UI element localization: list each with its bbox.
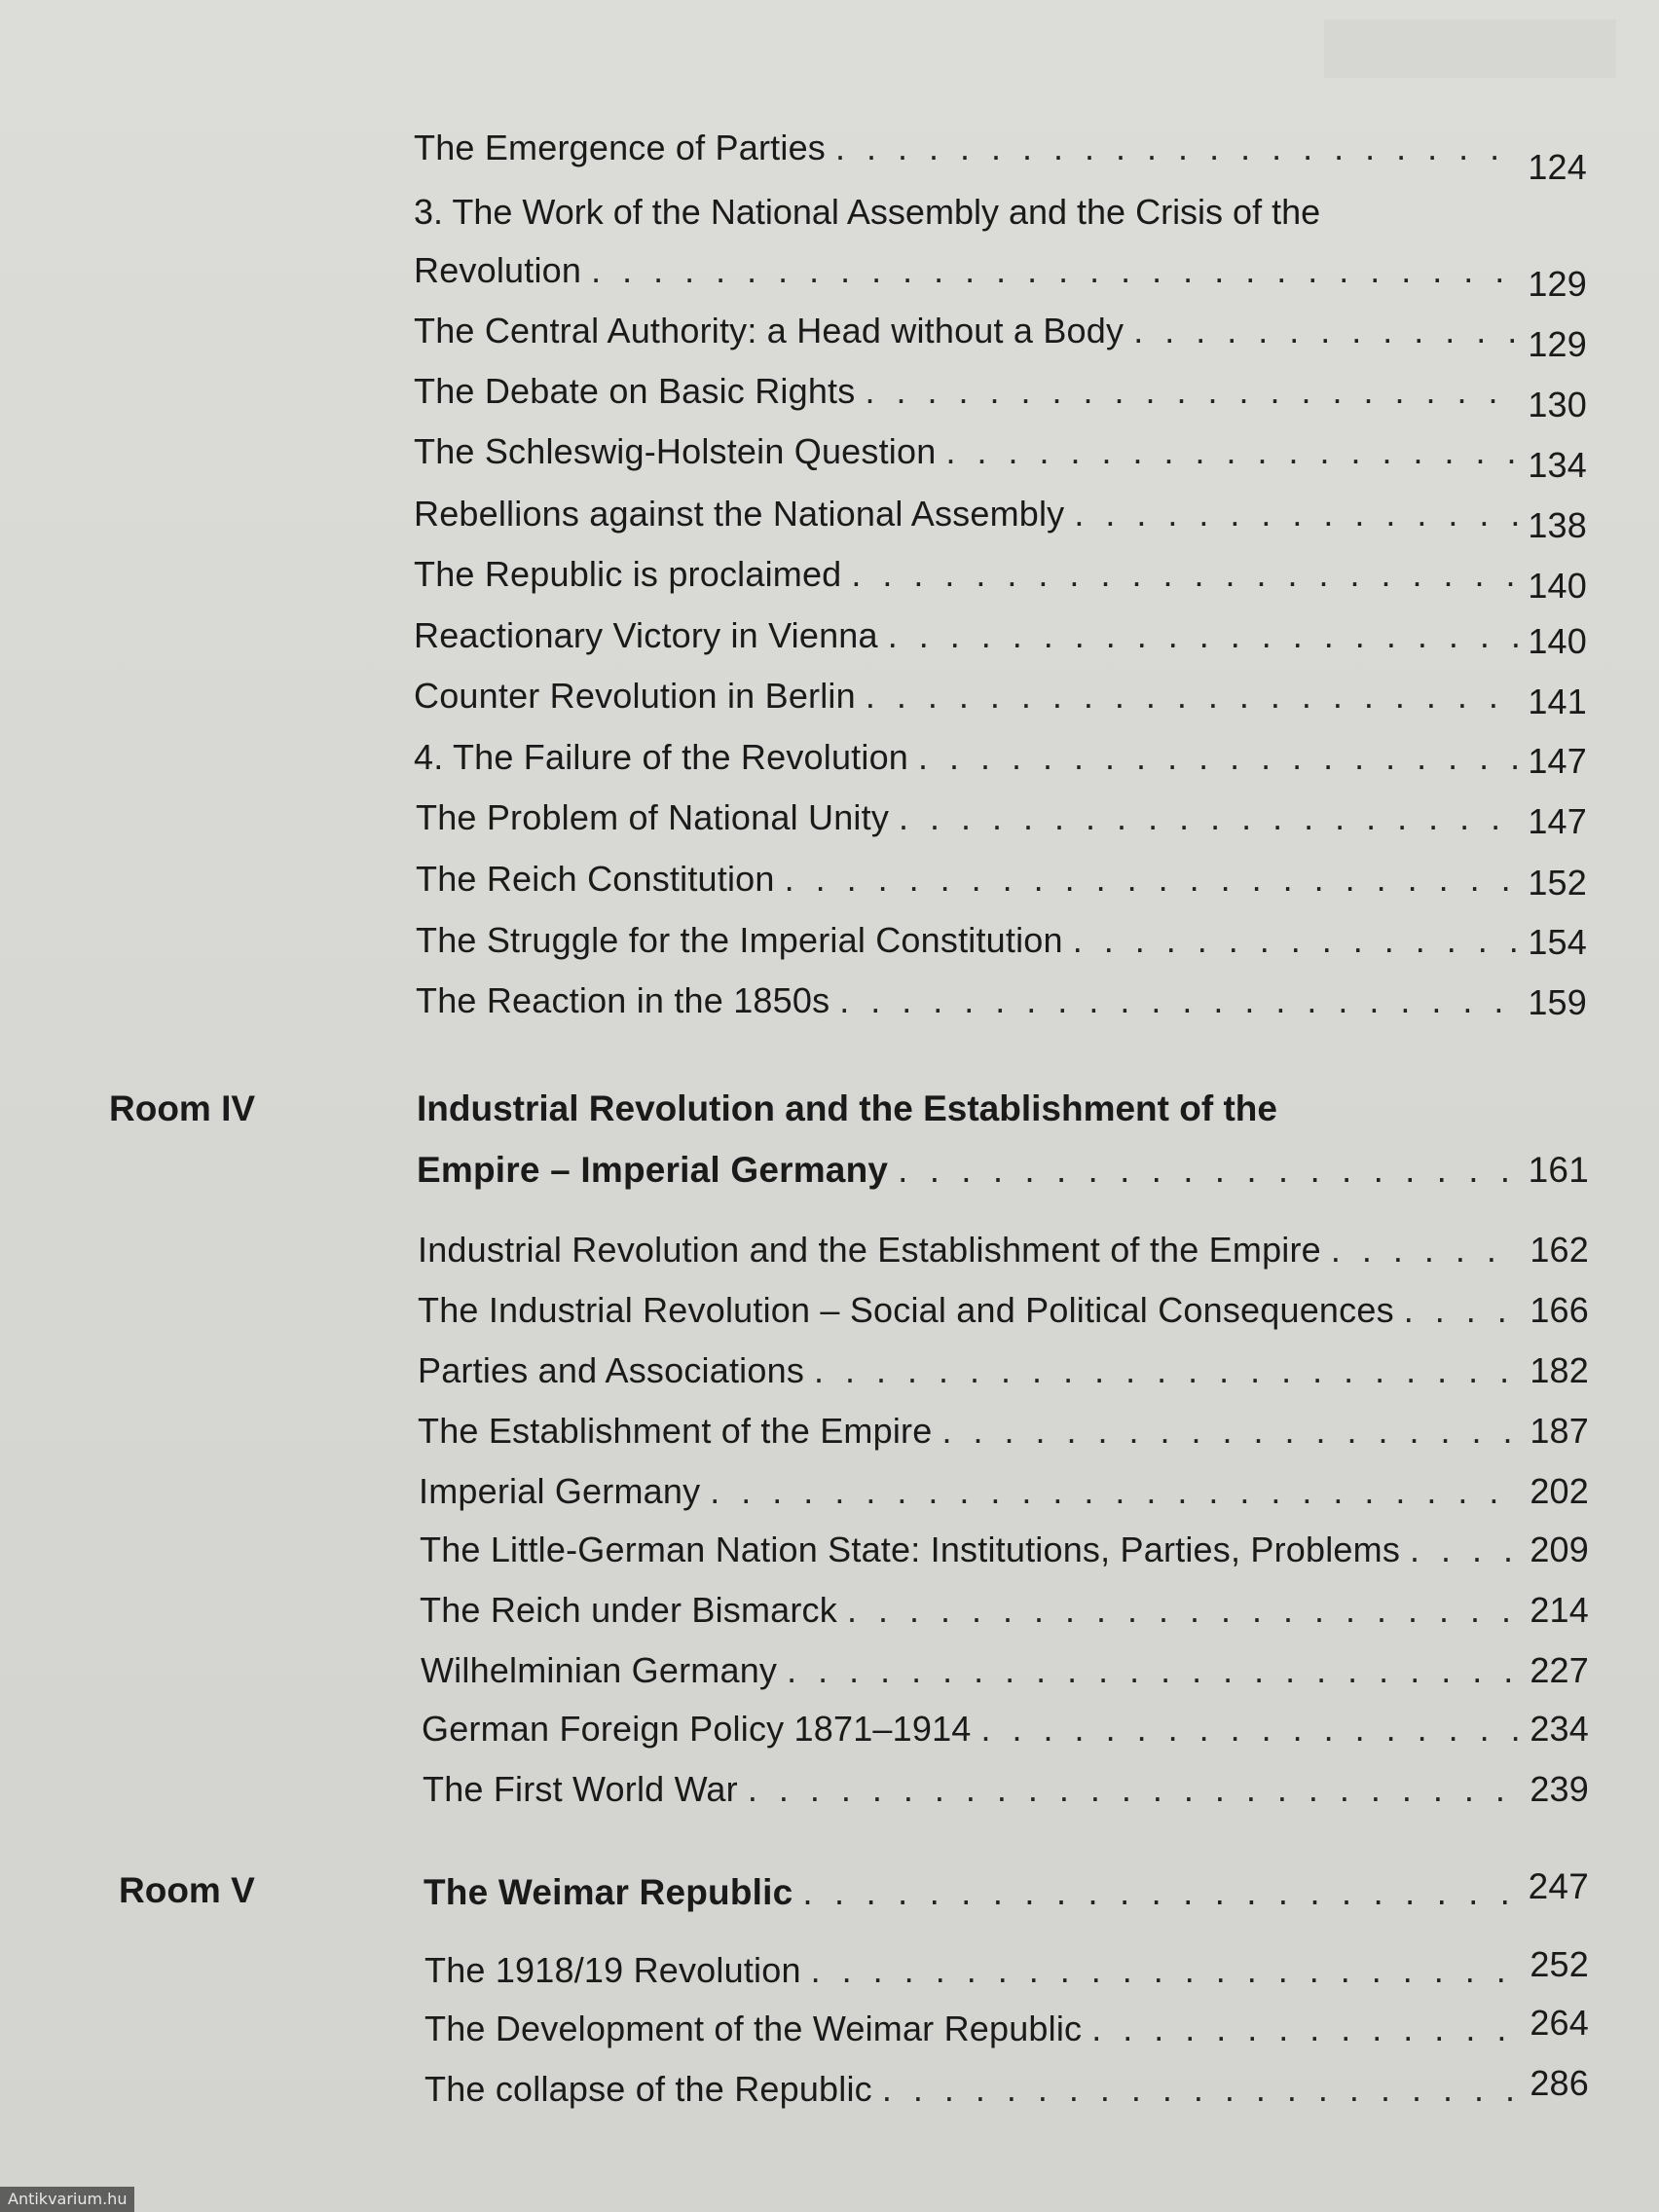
toc-entry-title: The Reich Constitution — [416, 859, 775, 899]
dot-leader — [787, 1649, 1520, 1692]
toc-entry-title: Reactionary Victory in Vienna — [414, 615, 878, 655]
toc-entry-page: 124 — [1528, 147, 1587, 187]
toc-entry — [418, 1229, 1589, 1272]
toc-entry-page: 152 — [1528, 863, 1587, 903]
toc-entry — [416, 919, 1587, 962]
dot-leader — [748, 1768, 1521, 1811]
dot-leader — [1073, 919, 1519, 962]
room-heading-page: 161 — [1528, 1150, 1589, 1190]
dot-leader — [710, 1470, 1520, 1513]
toc-entry-page: 227 — [1530, 1650, 1589, 1690]
dot-leader — [945, 430, 1518, 473]
toc-entry-title: The Industrial Revolution – Social and Political Consequences — [418, 1290, 1394, 1330]
toc-entry-page: 129 — [1528, 324, 1587, 364]
toc-entry-page: 286 — [1530, 2063, 1589, 2103]
toc-entry-page: 138 — [1528, 505, 1587, 545]
toc-entry — [420, 1589, 1589, 1632]
room-label: Room V — [119, 1870, 255, 1910]
dot-leader — [941, 1410, 1520, 1453]
toc-entry-page: 239 — [1530, 1769, 1589, 1809]
toc-entry — [420, 1529, 1589, 1571]
toc-entry-page: 264 — [1530, 2003, 1589, 2043]
toc-entry — [423, 1768, 1589, 1811]
toc-entry-page: 147 — [1528, 801, 1587, 841]
toc-entry-page: 252 — [1530, 1944, 1589, 1984]
toc-entry-page: 129 — [1528, 264, 1587, 304]
dot-leader — [802, 1871, 1518, 1914]
toc-entry-page: 140 — [1528, 566, 1587, 606]
toc-entry-title: The Problem of National Unity — [416, 797, 890, 837]
dot-leader — [839, 979, 1518, 1022]
dot-leader — [814, 1349, 1520, 1392]
toc-entry — [421, 1649, 1589, 1692]
toc-entry — [424, 2003, 1589, 2050]
toc-entry-title: The Little-German Nation State: Institutions, Parties, Problems — [420, 1530, 1401, 1569]
toc-entry-title: Parties and Associations — [418, 1350, 805, 1390]
toc-entry-page: 154 — [1528, 922, 1587, 962]
toc-entry-title: The First World War — [423, 1769, 738, 1809]
toc-entry-title: The Republic is proclaimed — [414, 554, 842, 594]
toc-entry — [416, 796, 1587, 839]
toc-entry-page: 140 — [1528, 621, 1587, 661]
toc-entry-title: Rebellions against the National Assembly — [414, 494, 1065, 534]
toc-entry-page: 147 — [1528, 741, 1587, 781]
dot-leader — [981, 1708, 1521, 1751]
dot-leader — [865, 370, 1518, 413]
toc-entry — [414, 430, 1587, 485]
toc-entry-page: 141 — [1528, 682, 1587, 721]
toc-entry-page: 162 — [1530, 1230, 1589, 1270]
toc-entry-page: 159 — [1528, 982, 1587, 1022]
dot-leader — [899, 796, 1518, 839]
toc-entry — [419, 1470, 1589, 1513]
toc-entry-title: 4. The Failure of the Revolution — [414, 737, 909, 777]
dot-leader — [866, 675, 1518, 718]
dot-leader — [888, 614, 1519, 657]
toc-entry-page: 130 — [1528, 385, 1587, 424]
dot-leader — [1074, 493, 1518, 535]
dot-leader — [785, 858, 1519, 901]
toc-entry-title: Imperial Germany — [419, 1471, 701, 1511]
dot-leader — [1404, 1289, 1521, 1332]
toc-entry-title: The Development of the Weimar Republic — [424, 2009, 1083, 2048]
toc-entry-title: The collapse of the Republic — [424, 2069, 872, 2109]
dot-leader — [898, 1149, 1518, 1192]
toc-entry-page: 209 — [1530, 1530, 1589, 1569]
toc-entry — [414, 614, 1587, 661]
bleed-through-shadow — [1324, 19, 1616, 78]
toc-entry — [416, 979, 1587, 1022]
room-heading-title: The Weimar Republic — [424, 1872, 793, 1912]
toc-entry — [414, 553, 1587, 606]
toc-entry — [424, 2063, 1589, 2111]
toc-entry-page: 202 — [1530, 1471, 1589, 1511]
toc-entry — [414, 370, 1587, 424]
dot-leader — [847, 1589, 1520, 1632]
room-label: Room IV — [109, 1088, 256, 1128]
toc-entry-title: German Foreign Policy 1871–1914 — [422, 1709, 972, 1749]
dot-leader — [1091, 2008, 1520, 2050]
toc-entry-title: The Emergence of Parties — [414, 128, 827, 167]
room-heading-title: Empire – Imperial Germany — [417, 1150, 889, 1190]
toc-entry-page: 234 — [1530, 1709, 1589, 1749]
toc-entry — [418, 1410, 1589, 1453]
toc-entry — [422, 1708, 1589, 1751]
dot-leader — [1331, 1229, 1520, 1272]
toc-entry-title: The Reich under Bismarck — [420, 1590, 837, 1630]
room-heading — [417, 1149, 1589, 1192]
toc-entry-title: The Schleswig-Holstein Question — [414, 431, 937, 471]
dot-leader — [811, 1949, 1521, 1992]
room-heading — [424, 1866, 1589, 1914]
toc-entry-title: The Establishment of the Empire — [418, 1411, 933, 1451]
toc-entry-title: Revolution — [414, 250, 582, 290]
toc-entry — [414, 310, 1587, 364]
toc-entry — [414, 127, 1587, 187]
watermark: Antikvarium.hu — [0, 2187, 134, 2212]
room-heading-line1: Industrial Revolution and the Establishment of the — [417, 1088, 1277, 1128]
dot-leader — [835, 127, 1518, 169]
toc-entry-title: Wilhelminian Germany — [421, 1650, 778, 1690]
dot-leader — [1410, 1529, 1520, 1571]
toc-entry-page: 187 — [1530, 1411, 1589, 1451]
toc-entry — [424, 1944, 1589, 1992]
toc-entry-title: Counter Revolution in Berlin — [414, 676, 856, 716]
toc-entry — [414, 736, 1587, 779]
toc-entry-title: The Central Authority: a Head without a Body — [414, 311, 1124, 350]
toc-entry — [414, 249, 1587, 304]
toc-entry-page: 166 — [1530, 1290, 1589, 1330]
toc-entry-title: The Debate on Basic Rights — [414, 371, 856, 411]
toc-entry — [418, 1349, 1589, 1392]
toc-entry-title: The 1918/19 Revolution — [424, 1950, 801, 1990]
toc-entry-title: Industrial Revolution and the Establishment of the Empire — [418, 1230, 1321, 1270]
dot-leader — [591, 249, 1518, 292]
toc-entry-page: 134 — [1528, 445, 1587, 485]
dot-leader — [1133, 310, 1518, 352]
dot-leader — [851, 553, 1518, 596]
room-heading-page: 247 — [1528, 1866, 1589, 1906]
toc-entry-title: The Struggle for the Imperial Constitution — [416, 920, 1063, 960]
toc-entry-page: 214 — [1530, 1590, 1589, 1630]
toc-entry — [414, 493, 1587, 545]
toc-entry-title-line1: 3. The Work of the National Assembly and the Crisis of the — [414, 192, 1321, 232]
toc-entry — [416, 858, 1587, 901]
toc-entry-page: 182 — [1530, 1350, 1589, 1390]
toc-entry — [418, 1289, 1589, 1332]
dot-leader — [882, 2068, 1520, 2111]
dot-leader — [918, 736, 1518, 779]
toc-entry — [414, 675, 1587, 721]
toc-entry-title: The Reaction in the 1850s — [416, 980, 830, 1020]
